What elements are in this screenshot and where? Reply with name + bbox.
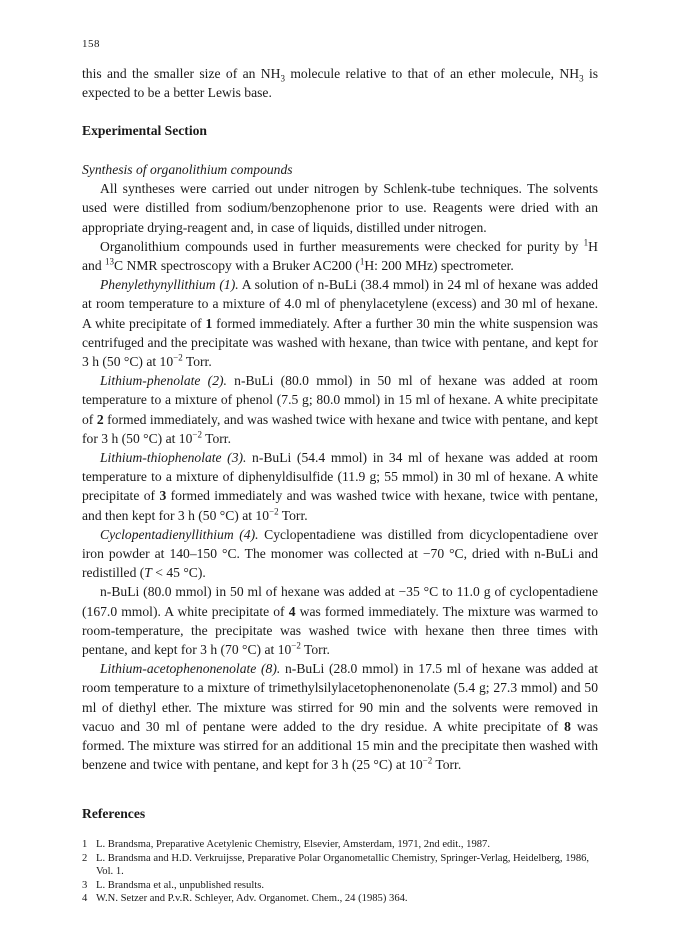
paragraph-cyclopentadienyllithium: Cyclopentadienyllithium (4). Cyclopentadiene was distilled from dicyclopentadiene over iron powder at 140–150 °C. The monomer was collected at −70 °C, dried with n-BuLi and redistilled (T < 45 °C). (82, 526, 598, 581)
intro-paragraph: this and the smaller size of an $NH_3$ molecule relative to that of an ether molecule, $NH_3$ is expected to be a better Lewis base. (82, 66, 599, 101)
paragraph-lithium-thiophenolate: Lithium-thiophenolate (3). n-BuLi (54.4 mmol) in 34 ml of hexane was added at room temperature to a mixture of diphenyldisulfide (11.9 g; 55 mmol) in 30 ml of hexane. A white precipitate of 3 formed immediately and was washed twice with hexane, twice with pentane, and then kept for 3 h (50 °C) at $10^{-2}$ Torr. (82, 450, 599, 523)
reference-list (82, 838, 602, 906)
paragraph-nmr: Organolithium compounds used in further measurements were checked for purity by $^1$H and $^{13}$C NMR spectroscopy with a Bruker AC200 ($^1$H: 200 MHz) spectrometer. (82, 237, 598, 274)
synthesis-subheading: Synthesis of organolithium compounds (82, 162, 293, 177)
page-number: 158 (82, 38, 100, 50)
compound-name: Cyclopentadienyllithium (4). (100, 526, 259, 542)
experimental-heading: Experimental Section (82, 123, 207, 138)
paragraph-general: All syntheses were carried out under nitrogen by Schlenk-tube techniques. The solvents used were distilled from sodium/benzophenone prior to use. Reagents were dried with an appropriate drying-reagent and, in case of liquids, distilled under nitrogen. (82, 181, 598, 235)
reference-item: 4 W.N. Setzer and P.v.R. Schleyer, Adv. Organomet. Chem., 24 (1985) 364. (82, 893, 408, 905)
reference-item: 3 L. Brandsma et al., unpublished results. (82, 879, 264, 891)
paragraph-phenylethynyllithium: Phenylethynyllithium (1). A solution of n-BuLi (38.4 mmol) in 24 ml of hexane was added at room temperature to a mixture of 4.0 ml of phenylacetylene (excess) and 30 ml of hexane. A white precipitate of 1 formed immediately. After a further 30 min the white suspension was centrifuged and the precipitate was washed with hexane, than twice with pentane, and kept for 3 h (50 °C) at $10^{-2}$ Torr. (82, 277, 599, 370)
paragraph-cyclopentadiene-procedure: n-BuLi (80.0 mmol) in 50 ml of hexane was added at −35 °C to 11.0 g of cyclopentadiene (167.0 mmol). A white precipitate of 4 was formed immediately. The mixture was warmed to room-temperature, the precipitate was washed twice with hexane then three times with pentane, and kept for 3 h (70 °C) at $10^{-2}$ Torr. (82, 584, 598, 658)
compound-name: Phenylethynyllithium (1). (100, 277, 239, 293)
paragraph-lithium-phenolate: Lithium-phenolate (2). n-BuLi (80.0 mmol) in 50 ml of hexane was added at room temperature to a mixture of phenol (7.5 g; 80.0 mmol) in 15 ml of hexane. A white precipitate of 2 formed immediately, and was washed twice with hexane and twice with pentane, and kept for 3 h (50 °C) at $10^{-2}$ Torr. (82, 373, 599, 446)
compound-name: Lithium-thiophenolate (3). (100, 450, 247, 466)
reference-item: 1 L. Brandsma, Preparative Acetylenic Chemistry, Elsevier, Amsterdam, 1971, 2nd edit., 1987. (82, 839, 491, 850)
compound-name: Lithium-phenolate (2). (100, 373, 227, 389)
paragraph-lithium-acetophenonenolate: Lithium-acetophenonenolate (8). n-BuLi (28.0 mmol) in 17.5 ml of hexane was added at room temperature to a mixture of trimethylsilylacetophenonenolate (5.4 g; 27.3 mmol) and 50 ml of diethyl ether. The mixture was stirred for 90 min and the solvents were removed in vacuo and 30 ml of pentane were added to the dry residue. A white precipitate of 8 was formed. The mixture was stirred for an additional 15 min and the precipitate then washed with benzene and twice with pentane, and kept for 3 h (25 °C) at $10^{-2}$ Torr. (82, 661, 598, 773)
experimental-body (82, 160, 598, 775)
compound-name: Lithium-acetophenonenolate (8). (100, 661, 281, 677)
references-heading: References (82, 806, 146, 821)
reference-item: 2 L. Brandsma and H.D. Verkruijsse, Preparative Polar Organometallic Chemistry, Springer-Verlag, Heidelberg, 1986, Vol. 1. (82, 852, 590, 878)
